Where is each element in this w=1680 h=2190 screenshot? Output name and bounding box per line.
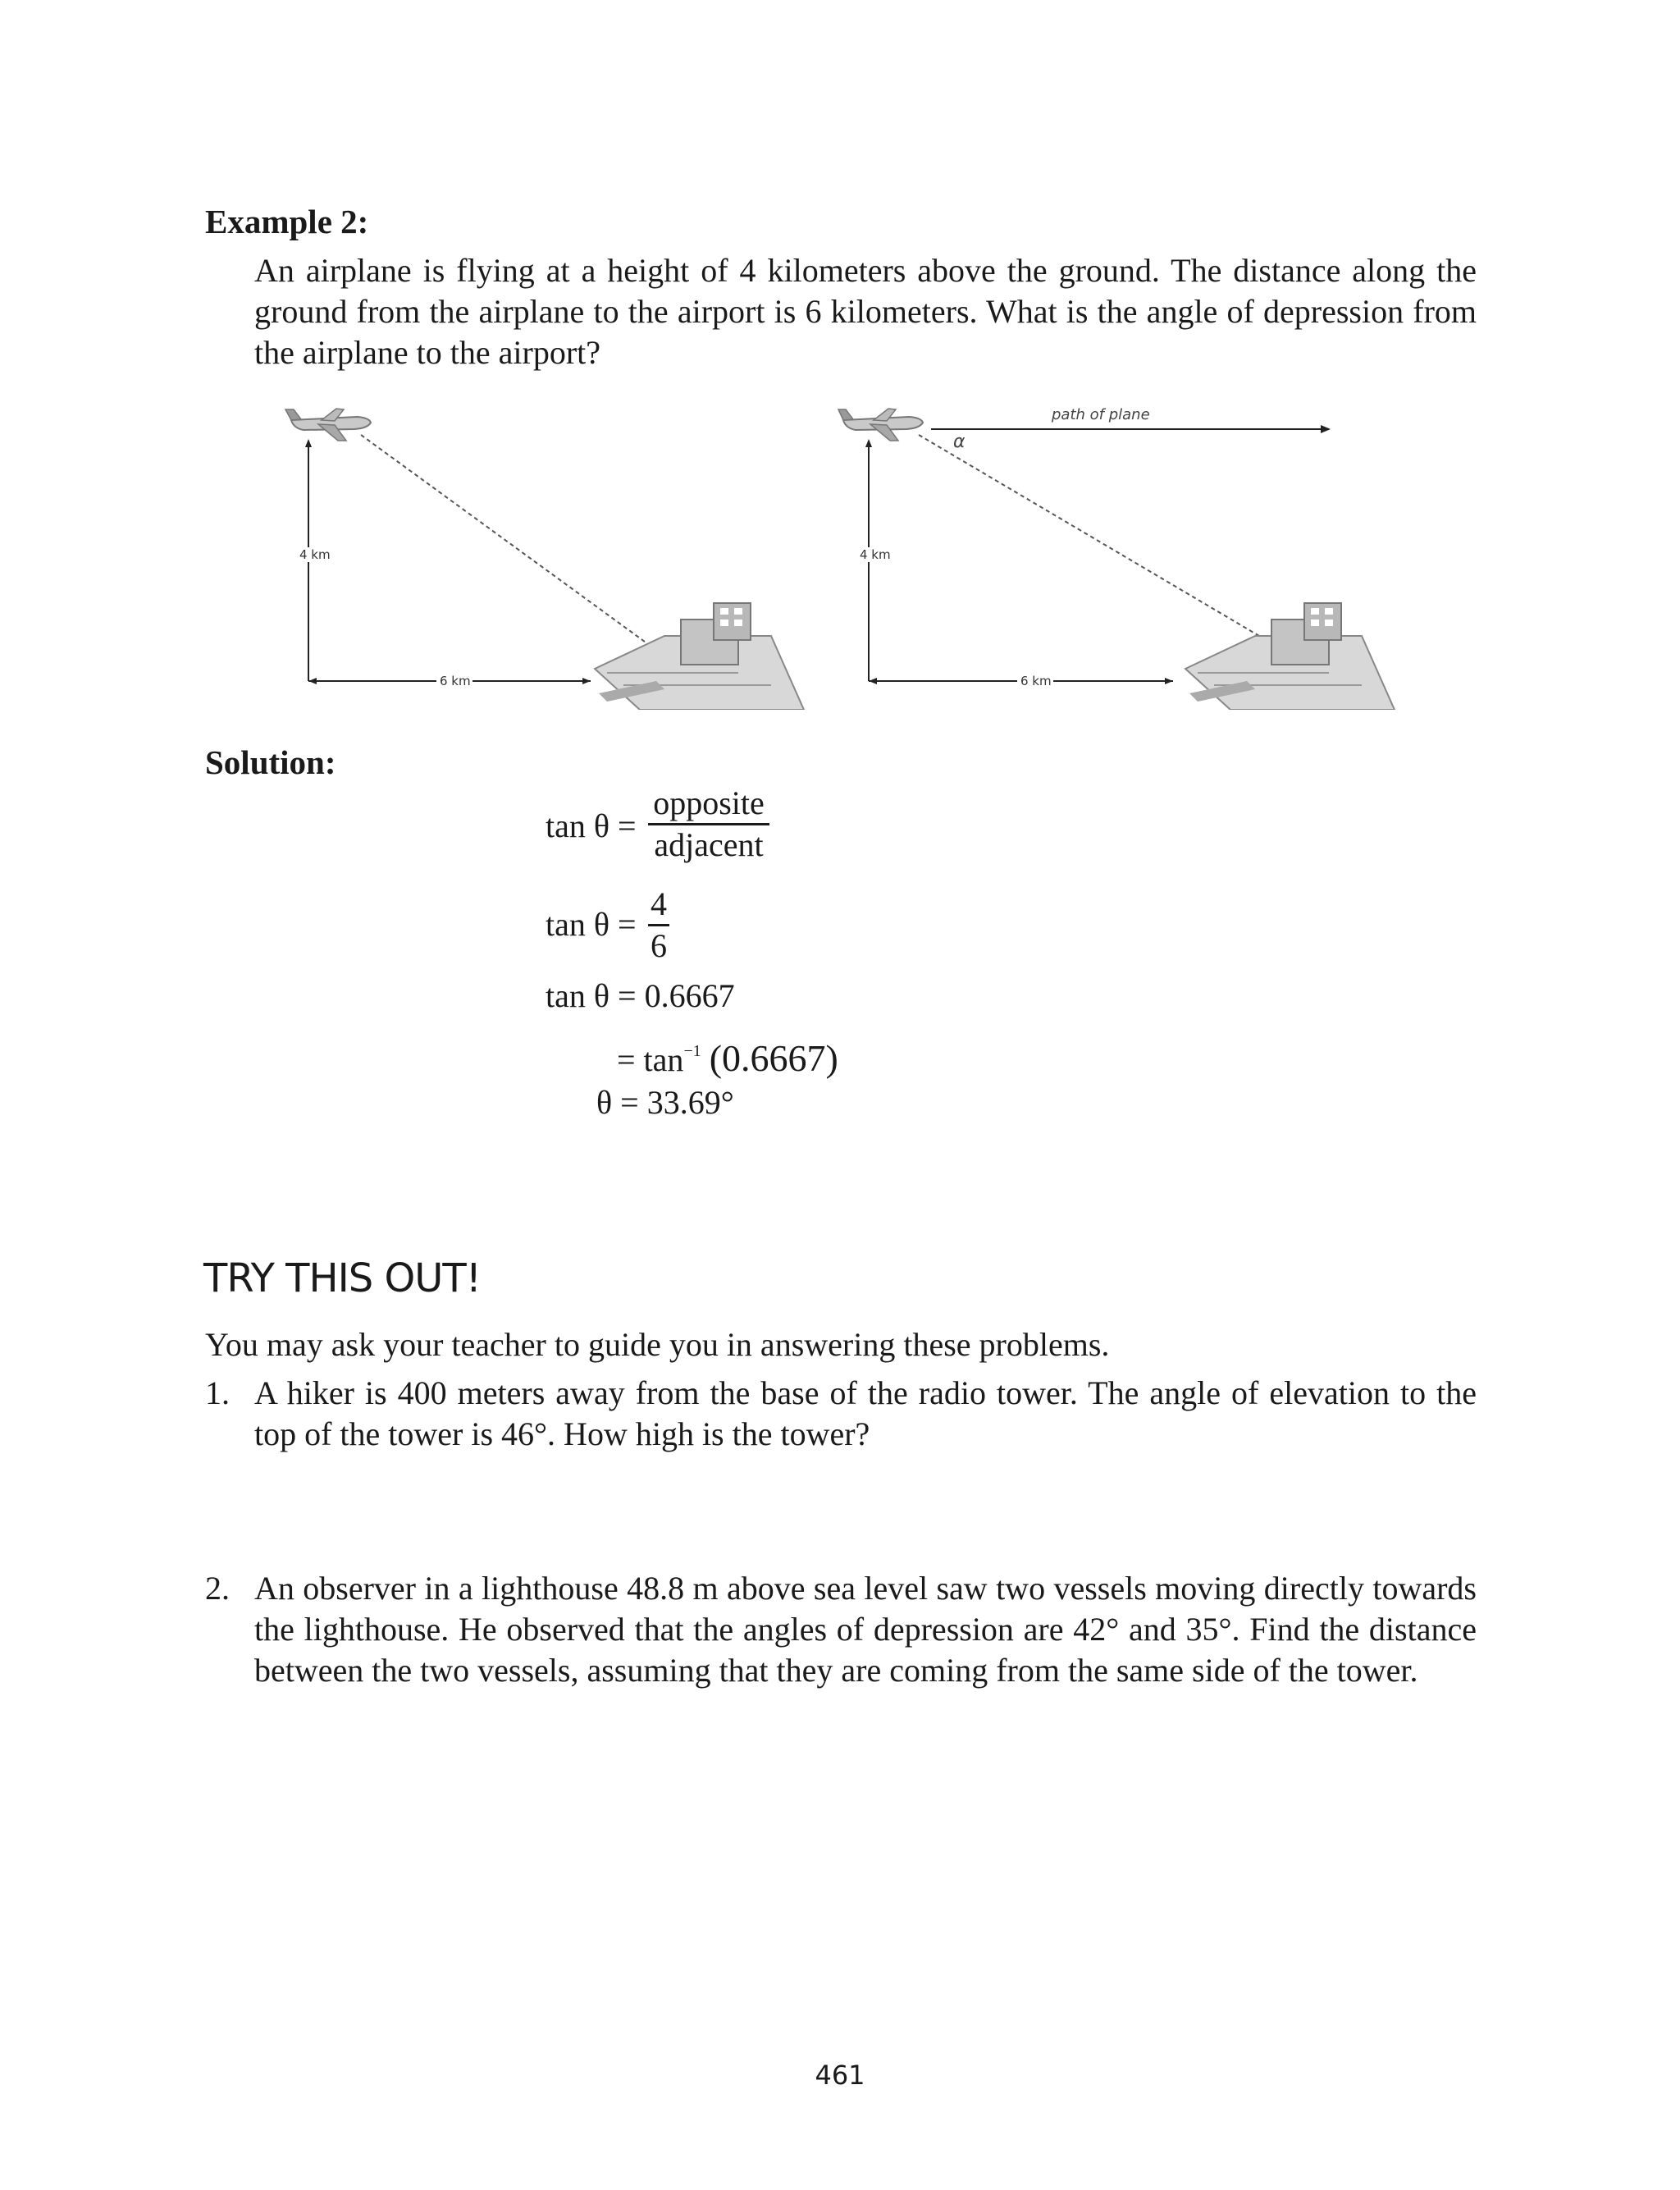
try-this-intro: You may ask your teacher to guide you in answering these problems. bbox=[205, 1326, 1110, 1363]
solution-heading: Solution: bbox=[205, 743, 336, 781]
equation-5: θ = 33.69° bbox=[596, 1084, 734, 1121]
item-number: 2. bbox=[205, 1570, 230, 1607]
equation-4-prefix: = tan bbox=[617, 1041, 684, 1078]
item-line: An observer in a lighthouse 48.8 m above sea level saw two vessels moving directly towards bbox=[254, 1570, 1477, 1607]
equation-3: tan θ = 0.6667 bbox=[546, 977, 735, 1014]
equation-4 bbox=[617, 1031, 838, 1080]
equation-2-fraction bbox=[648, 885, 669, 966]
equation-2-lhs: tan θ = bbox=[546, 906, 637, 943]
try-this-title: TRY THIS OUT! bbox=[203, 1255, 481, 1301]
item-line: top of the tower is 46°. How high is the tower? bbox=[254, 1415, 870, 1452]
equation-1-fraction bbox=[648, 784, 769, 865]
try-item-1 bbox=[254, 1373, 1477, 1455]
problem-line: ground from the airplane to the airport is 6 kilometers. What is the angle of depression from bbox=[254, 293, 1477, 330]
example-heading: Example 2: bbox=[205, 203, 369, 240]
equation-4-argument: (0.6667) bbox=[709, 1037, 838, 1079]
figure-left bbox=[279, 398, 820, 710]
try-item-2 bbox=[254, 1568, 1477, 1691]
item-line: A hiker is 400 meters away from the base of the radio tower. The angle of elevation to the bbox=[254, 1374, 1477, 1411]
airplane-icon bbox=[285, 409, 371, 441]
problem-line: An airplane is flying at a height of 4 kilometers above the ground. The distance along the bbox=[254, 252, 1477, 289]
fraction-denominator: adjacent bbox=[654, 826, 764, 863]
figure-right bbox=[837, 398, 1411, 710]
airport-building-icon bbox=[595, 603, 804, 710]
problem-line: the airplane to the airport? bbox=[254, 334, 601, 371]
fraction-numerator: 4 bbox=[651, 885, 667, 922]
distance-label: 6 km bbox=[1020, 674, 1052, 688]
airplane-icon bbox=[838, 409, 923, 441]
path-label: path of plane bbox=[1052, 406, 1150, 423]
airport-building-icon bbox=[1185, 603, 1395, 710]
item-number: 1. bbox=[205, 1374, 230, 1411]
equation-1-lhs: tan θ = bbox=[546, 807, 637, 844]
page-number: 461 bbox=[815, 2060, 865, 2091]
item-line: the lighthouse. He observed that the angles of depression are 42° and 35°. Find the distance bbox=[254, 1611, 1477, 1648]
angle-label: α bbox=[953, 432, 966, 452]
distance-label: 6 km bbox=[440, 674, 471, 688]
height-label: 4 km bbox=[860, 547, 891, 562]
item-line: between the two vessels, assuming that they are coming from the same side of the tower. bbox=[254, 1652, 1418, 1689]
equation-4-exponent: −1 bbox=[683, 1042, 701, 1060]
fraction-denominator: 6 bbox=[651, 927, 667, 964]
example-problem bbox=[254, 250, 1477, 373]
height-label: 4 km bbox=[299, 547, 331, 562]
fraction-numerator: opposite bbox=[653, 784, 765, 821]
